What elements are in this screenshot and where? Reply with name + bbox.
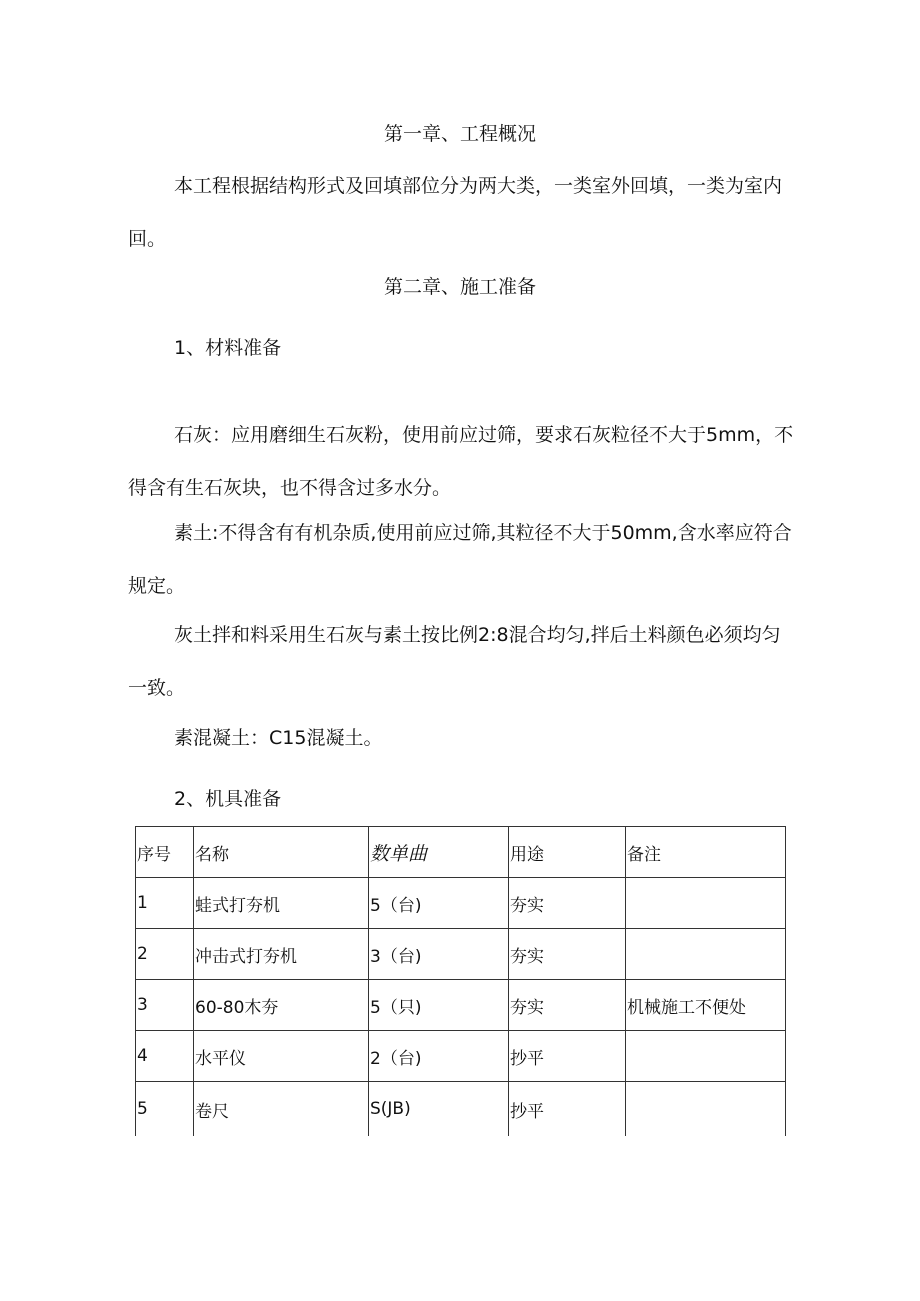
header-usage: 用途 [509,827,626,878]
equipment-table [135,826,786,1136]
header-index: 序号 [136,827,194,878]
cell-name: 冲击式打夯机 [194,929,369,980]
cell-index: 5 [136,1082,194,1137]
lime-paragraph: 石灰：应用磨细生石灰粉，使用前应过筛，要求石灰粒径不大于5mm，不得含有生石灰块，也不得含过多水分。 [128,424,794,499]
cell-usage: 抄平 [509,1082,626,1137]
cell-remark [626,1082,786,1137]
header-quantity: 数单曲 [369,827,509,878]
section-equipment-title: 2、机具准备 [174,788,282,810]
cell-remark [626,929,786,980]
section-materials-title: 1、材料准备 [174,337,282,359]
cell-name: 蛙式打夯机 [194,878,369,929]
table-row [136,1082,786,1137]
cell-index: 3 [136,980,194,1031]
cell-quantity: 5（台) [369,878,509,929]
soil-paragraph: 素土:不得含有有机杂质,使用前应过筛,其粒径不大于50mm,含水率应符合规定。 [128,522,792,597]
table-row [136,980,786,1031]
table-header-row [136,827,786,878]
cell-usage: 夯实 [509,878,626,929]
cell-usage: 夯实 [509,980,626,1031]
cell-index: 4 [136,1031,194,1082]
cell-usage: 夯实 [509,929,626,980]
header-remark: 备注 [626,827,786,878]
chapter-1-title: 第一章、工程概况 [383,123,536,145]
concrete-paragraph: 素混凝土：C15混凝土。 [174,727,383,749]
cell-name: 60-80木夯 [194,980,369,1031]
cell-index: 1 [136,878,194,929]
cell-quantity: S(JB) [369,1082,509,1137]
cell-remark: 机械施工不便处 [626,980,786,1031]
cell-remark [626,1031,786,1082]
mix-paragraph: 灰土拌和料采用生石灰与素土按比例2:8混合均匀,拌后土料颜色必须均匀一致。 [128,624,781,699]
cell-quantity: 2（台) [369,1031,509,1082]
cell-name: 卷尺 [194,1082,369,1137]
chapter-1-body: 本工程根据结构形式及回填部位分为两大类，一类室外回填，一类为室内回。 [128,175,783,250]
cell-usage: 抄平 [509,1031,626,1082]
cell-quantity: 5（只) [369,980,509,1031]
table-row [136,878,786,929]
header-name: 名称 [194,827,369,878]
cell-index: 2 [136,929,194,980]
table-row [136,929,786,980]
chapter-2-title: 第二章、施工准备 [383,276,536,298]
table-row [136,1031,786,1082]
cell-quantity: 3（台) [369,929,509,980]
cell-name: 水平仪 [194,1031,369,1082]
cell-remark [626,878,786,929]
